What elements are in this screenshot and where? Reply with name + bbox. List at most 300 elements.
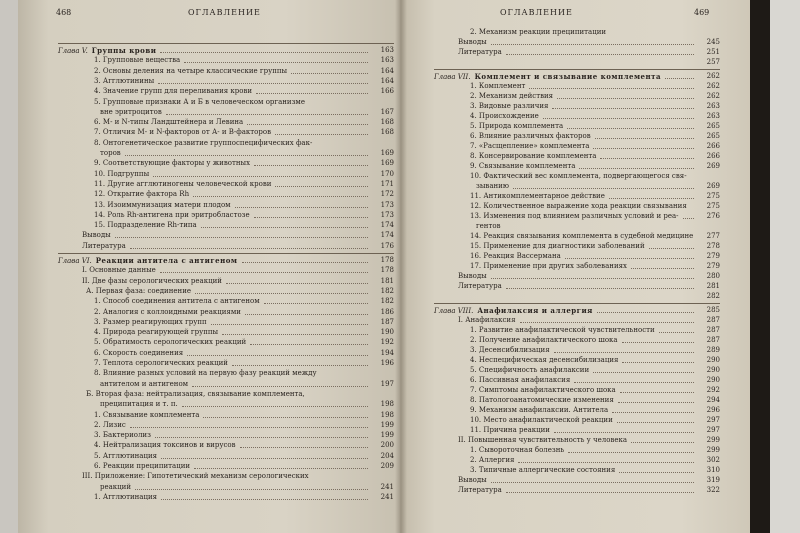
- toc-entry: [434, 242, 720, 251]
- dot-leader: [617, 416, 694, 423]
- dot-leader: [158, 77, 368, 84]
- entry-title: 8. Влияние разных условий на первую фазу реакций между: [94, 369, 317, 378]
- dot-leader: [513, 182, 694, 189]
- entry-title: 7. Симптомы анафилактического шока: [470, 386, 616, 394]
- chapter-number: Глава V.: [58, 47, 88, 55]
- toc-entry: [434, 316, 720, 325]
- entry-page-number: 262: [706, 72, 720, 80]
- entry-page-number: 241: [380, 482, 394, 491]
- entry-page-number: 197: [380, 379, 394, 388]
- dot-leader: [291, 67, 368, 74]
- book-spine: [395, 0, 407, 533]
- entry-title: 16. Реакция Вассермана: [470, 252, 561, 260]
- dot-leader: [631, 436, 694, 443]
- entry-page-number: 277: [706, 232, 720, 240]
- entry-page-number: 186: [380, 307, 394, 316]
- dot-leader: [115, 231, 368, 238]
- entry-page-number: 322: [706, 486, 720, 494]
- dot-leader: [683, 212, 694, 219]
- toc-entry: [58, 349, 394, 358]
- left-running-head: ОГЛАВЛЕНИЕ: [188, 8, 261, 17]
- toc-entry: [58, 170, 394, 179]
- entry-page-number: 289: [706, 346, 720, 354]
- entry-title: Выводы: [458, 272, 487, 280]
- entry-page-number: 290: [706, 356, 720, 364]
- entry-title: Выводы: [82, 231, 111, 240]
- toc-entry: [434, 466, 720, 475]
- toc-entry: [434, 282, 720, 291]
- dot-leader: [565, 252, 694, 259]
- entry-page-number: 251: [706, 48, 720, 56]
- entry-page-number: 245: [706, 38, 720, 46]
- entry-title: 1. Агглютинация: [94, 492, 158, 501]
- entry-title: гентов: [476, 222, 501, 230]
- entry-title: 4. Нейтрализация токсинов и вирусов: [94, 441, 236, 450]
- entry-title: 1. Связывание комплемента: [94, 410, 200, 419]
- toc-entry: [434, 456, 720, 465]
- toc-entry: [434, 356, 720, 365]
- entry-page-number: 287: [706, 326, 720, 334]
- entry-title: вне эритроцитов: [100, 107, 162, 116]
- toc-entry: [58, 98, 394, 107]
- entry-title: 2. Основы деления на четыре классические группы: [94, 66, 288, 75]
- dot-leader: [622, 356, 694, 363]
- dot-leader: [552, 102, 694, 109]
- entry-title: 13. Изоиммунизация матери плодом: [94, 200, 231, 209]
- toc-entry: [434, 28, 720, 37]
- toc-entry: [434, 406, 720, 415]
- entry-title: Выводы: [458, 38, 487, 46]
- entry-page-number: 199: [380, 420, 394, 429]
- dot-leader: [595, 132, 694, 139]
- dot-leader: [543, 112, 694, 119]
- toc-entry: [58, 441, 394, 450]
- entry-page-number: 265: [706, 132, 720, 140]
- dot-leader: [554, 426, 694, 433]
- entry-title: 6. Пассивная анафилаксия: [470, 376, 571, 384]
- entry-title: реакций: [100, 482, 132, 491]
- dot-leader: [593, 366, 694, 373]
- entry-page-number: 263: [706, 102, 720, 110]
- entry-title: 7. «Расщепление» комплемента: [470, 142, 590, 150]
- dot-leader: [135, 483, 368, 490]
- dot-leader: [211, 318, 368, 325]
- entry-title: 7. Теплота серологических реакций: [94, 359, 228, 367]
- toc-entry: [58, 483, 394, 492]
- dot-leader: [491, 476, 694, 483]
- chapter-number: Глава VIII.: [434, 307, 474, 315]
- dot-leader: [597, 306, 694, 313]
- toc-entry: [58, 139, 394, 148]
- entry-page-number: 209: [380, 462, 394, 470]
- entry-page-number: 182: [380, 297, 394, 306]
- toc-entry: [434, 366, 720, 375]
- dot-leader: [130, 421, 368, 428]
- toc-entry: [434, 396, 720, 405]
- entry-title: преципитация и т. п.: [100, 400, 178, 409]
- entry-title: 6. Скорость соединения: [94, 348, 184, 357]
- dot-leader: [622, 336, 694, 343]
- dot-leader: [600, 152, 694, 159]
- dot-leader: [567, 122, 694, 129]
- toc-entry: [434, 182, 720, 191]
- entry-title: 2. Аллергия: [470, 456, 515, 464]
- toc-entry: [58, 67, 394, 76]
- entry-title: 3. Типичные аллергические состояния: [470, 466, 616, 474]
- toc-entry: [434, 386, 720, 395]
- book-cover-edge: [748, 0, 770, 533]
- dot-leader: [155, 431, 368, 438]
- chapter-entry: [58, 46, 394, 55]
- dot-leader: [245, 308, 368, 315]
- chapter-name: Группы крови: [91, 46, 157, 55]
- dot-leader: [529, 82, 694, 89]
- entry-page-number: 168: [380, 128, 394, 137]
- toc-entry: [58, 308, 394, 317]
- entry-page-number: 174: [380, 231, 394, 240]
- dot-leader: [160, 46, 368, 53]
- entry-title: 2. Получение анафилактического шока: [470, 336, 618, 344]
- entry-title: 2. Аналогия с коллоидными реакциями: [94, 307, 241, 316]
- right-running-head: ОГЛАВЛЕНИЕ: [500, 8, 573, 17]
- toc-entry: [434, 132, 720, 141]
- dot-leader: [250, 338, 368, 345]
- entry-title: 1. Развитие анафилактической чувствительности: [470, 326, 655, 334]
- entry-page-number: 265: [706, 122, 720, 130]
- entry-page-number: 169: [380, 159, 394, 168]
- toc-entry: [58, 180, 394, 189]
- entry-page-number: 169: [380, 149, 394, 157]
- chapter-entry: [434, 306, 720, 315]
- chapter-title: [434, 72, 661, 82]
- toc-entry: [434, 222, 720, 231]
- entry-title: 5. Обратимость серологических реакций: [94, 338, 247, 347]
- entry-page-number: 290: [706, 376, 720, 384]
- toc-entry: [58, 380, 394, 389]
- entry-title: 9. Механизм анафилаксии. Антитела: [470, 406, 609, 414]
- dot-leader: [506, 282, 694, 289]
- dot-leader: [161, 452, 368, 459]
- entry-title: 1. Групповые вещества: [94, 56, 181, 65]
- toc-entry: [58, 242, 394, 251]
- dot-leader: [240, 441, 368, 448]
- entry-title: 3. Агглютинины: [94, 76, 155, 85]
- toc-entry: [58, 328, 394, 337]
- dot-leader: [254, 211, 368, 218]
- dot-leader: [242, 256, 369, 263]
- entry-page-number: 170: [380, 169, 394, 178]
- toc-entry: [434, 416, 720, 425]
- entry-title: 6. Реакции преципитации: [94, 462, 191, 470]
- entry-page-number: 166: [380, 87, 394, 96]
- toc-entry: [58, 159, 394, 168]
- dot-leader: [557, 92, 694, 99]
- entry-page-number: 279: [706, 252, 720, 260]
- entry-page-number: 297: [706, 426, 720, 434]
- entry-page-number: 190: [380, 328, 394, 337]
- entry-page-number: 285: [706, 306, 720, 314]
- entry-page-number: 299: [706, 436, 720, 444]
- entry-title: 15. Применение для диагностики заболеваний: [470, 242, 645, 250]
- dot-leader: [192, 380, 368, 387]
- toc-entry: [434, 172, 720, 181]
- entry-title: I. Основные данные: [82, 266, 156, 275]
- entry-page-number: 172: [380, 190, 394, 199]
- entry-title: 4. Природа реагирующей группы: [94, 328, 219, 337]
- dot-leader: [226, 277, 368, 284]
- entry-page-number: 269: [706, 162, 720, 170]
- toc-entry: [58, 369, 394, 378]
- entry-title: 4. Происхождение: [470, 112, 539, 120]
- entry-page-number: 278: [706, 242, 720, 250]
- dot-leader: [232, 359, 368, 366]
- toc-entry: [434, 252, 720, 261]
- toc-entry: [58, 421, 394, 430]
- entry-title: Литература: [458, 486, 502, 494]
- entry-page-number: 187: [380, 317, 394, 326]
- entry-page-number: 178: [380, 256, 394, 264]
- toc-entry: [58, 277, 394, 286]
- toc-entry: [434, 476, 720, 485]
- entry-title: Б. Вторая фаза: нейтрализация, связывание комплемента,: [86, 389, 305, 398]
- dot-leader: [201, 221, 368, 228]
- entry-title: 6. М- и N-типы Ландштейнера и Левина: [94, 118, 244, 127]
- dot-leader: [153, 170, 368, 177]
- dot-leader: [130, 242, 368, 249]
- dot-leader: [222, 328, 368, 335]
- toc-entry: [434, 152, 720, 161]
- chapter-name: Анафилаксия и аллергия: [477, 306, 593, 315]
- entry-title: 10. Фактический вес комплемента, подвергающегося свя-: [470, 172, 687, 180]
- dot-leader: [166, 108, 368, 115]
- entry-page-number: 241: [380, 492, 394, 501]
- toc-entry: [58, 118, 394, 127]
- entry-page-number: 200: [380, 441, 394, 450]
- entry-page-number: 296: [706, 406, 720, 414]
- dot-leader: [579, 162, 694, 169]
- toc-entry: [434, 92, 720, 101]
- toc-entry: [58, 77, 394, 86]
- entry-title: 1. Способ соединения антитела с антигеном: [94, 297, 260, 306]
- entry-title: 10. Место анафилактической реакции: [470, 416, 613, 424]
- dot-leader: [574, 376, 694, 383]
- toc-entry: [58, 190, 394, 199]
- entry-title: 13. Изменения под влиянием различных условий и реа-: [470, 212, 679, 220]
- chapter-name: Реакции антитела с антигеном: [95, 256, 238, 265]
- entry-page-number: 287: [706, 336, 720, 344]
- entry-title: 5. Агглютинация: [94, 451, 158, 460]
- dot-leader: [254, 159, 368, 166]
- entry-page-number: 174: [380, 221, 394, 230]
- entry-page-number: 319: [706, 476, 720, 484]
- toc-entry: [58, 297, 394, 306]
- chapter-rule: [434, 303, 720, 304]
- entry-title: 8. Онтогенетическое развитие группоспецифических фак-: [94, 138, 313, 147]
- entry-page-number: 198: [380, 400, 394, 409]
- toc-entry: [434, 486, 720, 495]
- right-page-number: 469: [694, 8, 710, 17]
- entry-page-number: 287: [706, 316, 720, 324]
- entry-page-number: 204: [380, 451, 394, 460]
- dot-leader: [631, 262, 694, 269]
- toc-entry: [434, 112, 720, 121]
- entry-title: 17. Применение при других заболеваниях: [470, 262, 627, 270]
- entry-title: Литература: [458, 282, 502, 290]
- entry-title: 11. Другие агглютиногены человеческой крови: [94, 179, 272, 188]
- toc-entry: [434, 376, 720, 385]
- dot-leader: [506, 48, 694, 55]
- entry-title: зыванию: [476, 182, 509, 190]
- dot-leader: [203, 411, 368, 418]
- toc-entry: [58, 231, 394, 240]
- chapter-title: [58, 256, 238, 266]
- entry-page-number: 178: [380, 266, 394, 275]
- left-page-number: 468: [56, 8, 72, 17]
- entry-page-number: 310: [706, 466, 720, 474]
- entry-title: 8. Консервирование комплемента: [470, 152, 597, 160]
- entry-title: 3. Бактериолиз: [94, 431, 151, 440]
- entry-page-number: 181: [380, 276, 394, 285]
- toc-entry: [58, 431, 394, 440]
- entry-page-number: 290: [706, 366, 720, 374]
- entry-page-number: 182: [380, 286, 394, 295]
- entry-title: 11. Антикомплементарное действие: [470, 192, 605, 200]
- chapter-rule: [434, 69, 720, 70]
- entry-page-number: 280: [706, 272, 720, 280]
- entry-title: Литература: [458, 48, 502, 56]
- toc-entry: [434, 58, 720, 67]
- entry-page-number: 192: [380, 338, 394, 347]
- toc-entry: [58, 400, 394, 409]
- entry-page-number: 176: [380, 241, 394, 250]
- toc-entry: [434, 212, 720, 221]
- entry-title: 10. Подгруппы: [94, 169, 150, 178]
- toc-entry: [434, 436, 720, 445]
- entry-page-number: 164: [380, 76, 394, 85]
- entry-page-number: 199: [380, 431, 394, 440]
- entry-title: 11. Причина реакции: [470, 426, 550, 434]
- toc-entry: [434, 336, 720, 345]
- toc-entry: [434, 326, 720, 335]
- entry-page-number: 297: [706, 416, 720, 424]
- chapter-rule: [58, 43, 394, 44]
- dot-leader: [193, 190, 368, 197]
- toc-entry: [434, 162, 720, 171]
- toc-entry: [434, 82, 720, 91]
- entry-title: Литература: [82, 241, 126, 250]
- entry-page-number: 275: [706, 192, 720, 200]
- chapter-title: [434, 306, 593, 316]
- chapter-entry: [58, 256, 394, 265]
- entry-page-number: 262: [706, 82, 720, 90]
- dot-leader: [275, 180, 368, 187]
- entry-title: II. Повышенная чувствительность у человека: [458, 436, 628, 444]
- entry-title: 12. Открытие фактора Rh: [94, 190, 190, 199]
- entry-page-number: 276: [706, 212, 720, 220]
- dot-leader: [593, 142, 694, 149]
- left-page: [18, 0, 400, 533]
- dot-leader: [184, 56, 368, 63]
- dot-leader: [256, 87, 368, 94]
- toc-entry: [58, 462, 394, 471]
- entry-title: 14. Реакция связывания комплемента в судебной медицине: [470, 232, 694, 240]
- toc-entry: [434, 346, 720, 355]
- toc-entry: [58, 452, 394, 461]
- dot-leader: [619, 466, 694, 473]
- entry-page-number: 292: [706, 386, 720, 394]
- toc-entry: [434, 202, 720, 211]
- entry-page-number: 164: [380, 66, 394, 75]
- entry-page-number: 262: [706, 92, 720, 100]
- entry-page-number: 302: [706, 456, 720, 464]
- entry-title: 4. Значение групп для переливания крови: [94, 87, 253, 96]
- entry-page-number: 173: [380, 210, 394, 219]
- toc-entry: [58, 472, 394, 481]
- entry-page-number: 198: [380, 410, 394, 419]
- dot-leader: [195, 287, 368, 294]
- entry-page-number: 299: [706, 446, 720, 454]
- toc-entry: [58, 411, 394, 420]
- entry-title: 1. Комплемент: [470, 82, 526, 90]
- dot-leader: [194, 462, 368, 469]
- entry-title: 9. Связывание комплемента: [470, 162, 576, 170]
- entry-title: II. Две фазы серологических реакций: [82, 276, 222, 285]
- toc-entry: [434, 122, 720, 131]
- dot-leader: [125, 149, 368, 156]
- entry-title: 7. Отличия М- и N-факторов от А- и В-факторов: [94, 128, 272, 137]
- entry-title: 5. Природа комплемента: [470, 122, 564, 130]
- chapter-name: Комплемент и связывание комплемента: [474, 72, 661, 81]
- entry-title: 5. Групповые признаки А и Б в человеческом организме: [94, 97, 305, 106]
- dot-leader: [520, 316, 695, 323]
- dot-leader: [247, 118, 368, 125]
- toc-entry: [434, 262, 720, 271]
- toc-entry: [434, 446, 720, 455]
- entry-title: 2. Механизм действия: [470, 92, 554, 100]
- entry-title: 1. Сывороточная болезнь: [470, 446, 565, 454]
- toc-entry: [58, 287, 394, 296]
- entry-page-number: 281: [706, 282, 720, 290]
- toc-entry: [58, 318, 394, 327]
- dot-leader: [491, 38, 694, 45]
- entry-page-number: 173: [380, 200, 394, 209]
- entry-page-number: 266: [706, 152, 720, 160]
- toc-entry: [434, 192, 720, 201]
- entry-title: 6. Влияние различных факторов: [470, 132, 591, 140]
- entry-page-number: 282: [706, 292, 720, 300]
- dot-leader: [568, 446, 694, 453]
- entry-title: Выводы: [458, 476, 487, 484]
- entry-page-number: 171: [380, 179, 394, 188]
- entry-title: 3. Десенсибилизация: [470, 346, 550, 354]
- dot-leader: [160, 266, 368, 273]
- entry-title: I. Анафилаксия: [458, 316, 516, 324]
- toc-entry: [434, 426, 720, 435]
- entry-page-number: 275: [706, 202, 720, 210]
- entry-title: 8. Патологоанатомические изменения: [470, 396, 614, 404]
- toc-entry: [58, 390, 394, 399]
- dot-leader: [609, 192, 694, 199]
- toc-entry: [434, 38, 720, 47]
- toc-entry: [434, 142, 720, 151]
- chapter-rule: [58, 253, 394, 254]
- dot-leader: [275, 128, 368, 135]
- entry-title: 9. Соответствующие факторы у животных: [94, 159, 251, 168]
- entry-title: 14. Роль Rh-антигена при эритробластозе: [94, 210, 250, 219]
- entry-title: 3. Размер реагирующих групп: [94, 317, 207, 326]
- dot-leader: [665, 72, 694, 79]
- entry-title: А. Первая фаза: соединение: [86, 286, 191, 295]
